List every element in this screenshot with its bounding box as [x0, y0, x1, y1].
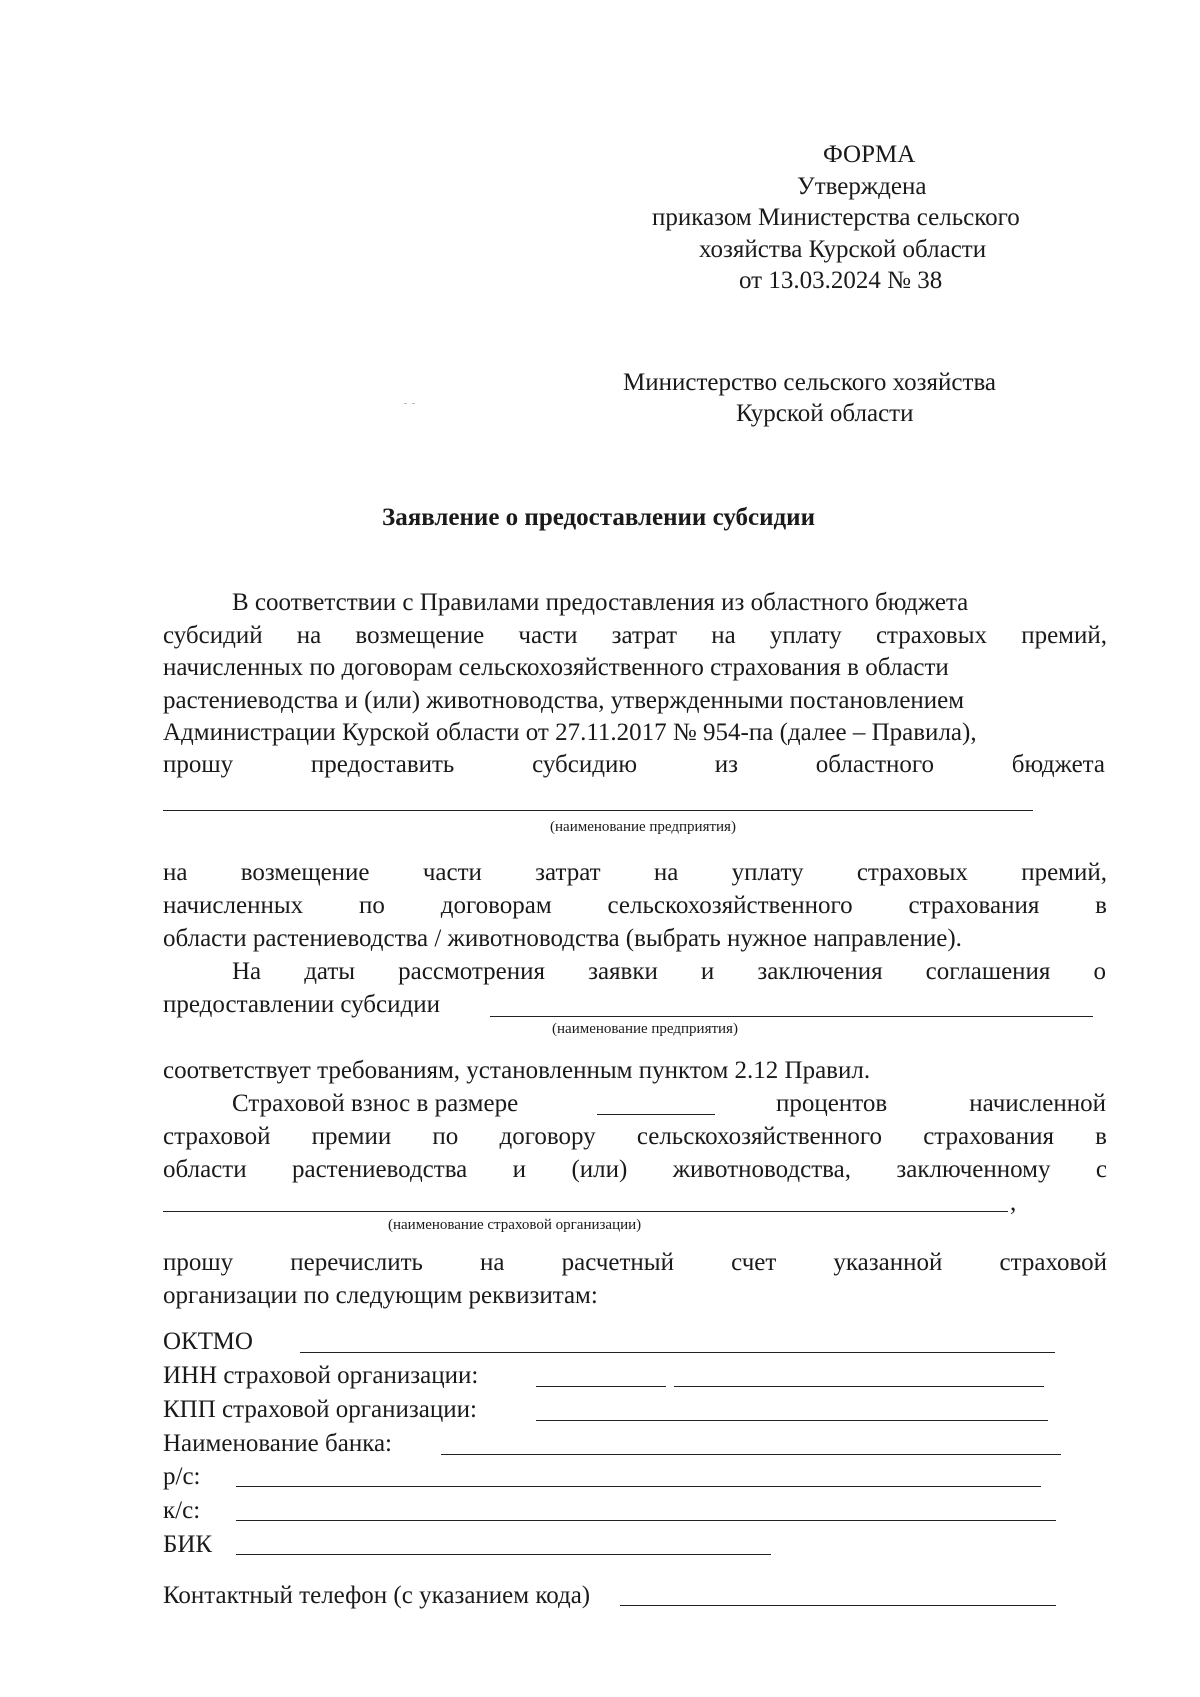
correspondent-account-label: к/с: — [163, 1497, 201, 1524]
scan-speck — [412, 403, 415, 404]
document-title: Заявление о предоставлении субсидии — [382, 504, 815, 531]
order-line-3: от 13.03.2024 № 38 — [739, 267, 943, 294]
insurer-caption: (наименование страховой организации) — [388, 1217, 642, 1233]
correspondent-account-field[interactable] — [236, 1520, 1056, 1521]
percent-field[interactable] — [597, 1114, 715, 1115]
scan-speck — [404, 403, 407, 404]
inn-field-part-1[interactable] — [536, 1386, 666, 1387]
bank-name-field[interactable] — [441, 1454, 1061, 1455]
paragraph-3-line-3: соответствует требованиям, установленным пунктом 2.12 Правил. — [163, 1057, 871, 1084]
insurer-comma: , — [1010, 1189, 1017, 1216]
paragraph-2-line-2: начисленных по договорам сельскохозяйственного страхования в — [163, 892, 1107, 919]
paragraph-2-line-3: области растениеводства / животноводства (выбрать нужное направление). — [163, 925, 962, 952]
paragraph-3-line-1: На даты рассмотрения заявки и заключения соглашения о — [232, 958, 1106, 985]
inn-field-part-2[interactable] — [674, 1386, 1044, 1387]
paragraph-3-line-2: предоставлении субсидии — [163, 991, 440, 1018]
approved-label: Утверждена — [797, 173, 927, 200]
enterprise-name-field[interactable] — [163, 810, 1033, 811]
paragraph-1-line-1: В соответствии с Правилами предоставления из областного бюджета — [232, 589, 969, 616]
paragraph-1-line-6: прошу предоставить субсидию из областного бюджета — [163, 751, 1105, 778]
form-label: ФОРМА — [823, 141, 916, 168]
bik-field[interactable] — [236, 1554, 771, 1555]
insurer-name-field[interactable] — [163, 1211, 1008, 1212]
inn-label: ИНН страховой организации: — [163, 1362, 479, 1389]
enterprise-caption-2: (наименование предприятия) — [552, 1021, 738, 1037]
enterprise-caption: (наименование предприятия) — [550, 819, 736, 835]
paragraph-1-line-5: Администрации Курской области от 27.11.2017 № 954-па (далее – Правила), — [163, 719, 977, 746]
order-line-1: приказом Министерства сельского — [652, 204, 1020, 231]
paragraph-2-line-1: на возмещение части затрат на уплату страховых премий, — [163, 859, 1107, 886]
oktmo-field[interactable] — [300, 1352, 1055, 1353]
bank-name-label: Наименование банка: — [163, 1430, 393, 1457]
bik-label: БИК — [163, 1531, 213, 1558]
addressee-line-2: Курской области — [736, 400, 914, 427]
paragraph-4-line-2: страховой премии по договору сельскохозяйственного страхования в — [163, 1123, 1107, 1150]
paragraph-5-line-1: прошу перечислить на расчетный счет указанной страховой — [163, 1249, 1107, 1276]
paragraph-4-line-1a: Страховой взнос в размере — [232, 1090, 519, 1117]
oktmo-label: ОКТМО — [163, 1328, 253, 1355]
paragraph-1-line-2: субсидий на возмещение части затрат на уплату страховых премий, — [163, 622, 1107, 649]
paragraph-4-line-3: области растениеводства и (или) животноводства, заключенному с — [163, 1156, 1107, 1183]
enterprise-name-field-2[interactable] — [490, 1016, 1093, 1017]
paragraph-4-line-1b: процентов начисленной — [776, 1090, 1106, 1117]
settlement-account-label: р/с: — [163, 1463, 201, 1490]
paragraph-1-line-4: растениеводства и (или) животноводства, утвержденными постановлением — [163, 687, 965, 714]
paragraph-1-line-3: начисленных по договорам сельскохозяйственного страхования в области — [163, 654, 949, 681]
phone-label: Контактный телефон (с указанием кода) — [163, 1582, 591, 1609]
kpp-label: КПП страховой организации: — [163, 1396, 477, 1423]
paragraph-5-line-2: организации по следующим реквизитам: — [163, 1282, 598, 1309]
settlement-account-field[interactable] — [236, 1486, 1041, 1487]
phone-field[interactable] — [620, 1605, 1056, 1606]
kpp-field[interactable] — [536, 1420, 1048, 1421]
order-line-2: хозяйства Курской области — [699, 236, 987, 263]
addressee-line-1: Министерство сельского хозяйства — [623, 369, 997, 396]
